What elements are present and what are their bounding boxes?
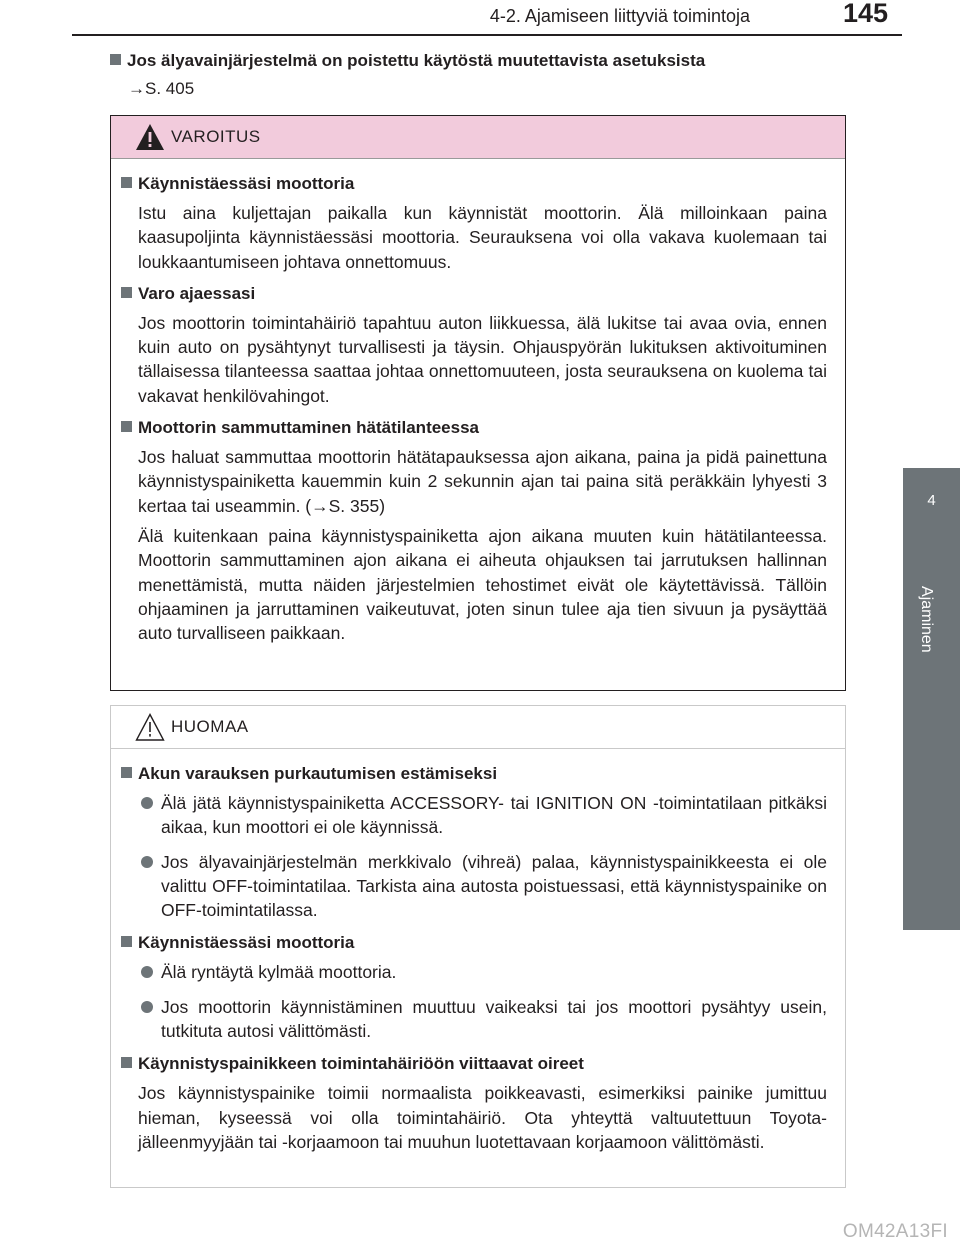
- warning-body: [111, 159, 845, 645]
- section-heading: Akun varauksen purkautumisen estämiseksi: [121, 763, 827, 785]
- round-bullet-icon: [141, 960, 161, 972]
- section-heading: Moottorin sammuttaminen hätätilanteessa: [121, 417, 827, 439]
- round-bullet-icon: [141, 850, 161, 862]
- footer-watermark: OM42A13FI: [842, 1221, 948, 1242]
- notice-section: [121, 932, 827, 1043]
- page-number: 145: [842, 0, 888, 28]
- notice-box: [110, 705, 846, 1188]
- chapter-side-tab: [903, 468, 960, 930]
- list-item: Älä jätä käynnistyspainiketta ACCESSORY- tai IGNITION ON -toimintatilaan pitkäksi aikaa, kun moottori ei ole käynnissä.: [141, 791, 827, 840]
- section-paragraph: Jos käynnistyspainike toimii normaalista poikkeavasti, esimerkiksi painike jumittuu hieman, kyseessä voi olla toimintahäiriö. Ota yhteyttä valtuutettuun Toyota-jälleenmyyjään tai -korjaamoon tai muuhun luotettavaan korjaamoon välittömästi.: [138, 1083, 827, 1152]
- notice-section: [121, 763, 827, 922]
- section-heading: Varo ajaessasi: [121, 283, 827, 305]
- section-paragraph: Älä kuitenkaan paina käynnistyspainiketta ajon aikana muuten kuin hätätilanteessa. Moottorin sammuttaminen ajon aikana ei aiheuta ohjauksen tai jarrutuksen hallinnan menettämistä, mutta näiden järjestelmien tehostimet eivät ole käytettävissä. Tällöin ohjaaminen ja jarruttaminen vaikeutuvat, joten sinun tulee aja tien sivuun ja pysäyttää auto turvalliseen paikkaan.: [138, 525, 827, 644]
- list-item: Jos moottorin käynnistäminen muuttuu vaikeaksi tai jos moottori pysähtyy usein, tutkituta autosi välittömästi.: [141, 995, 827, 1044]
- chapter-label: Ajaminen: [918, 586, 935, 653]
- section-paragraph: Jos moottorin toimintahäiriö tapahtuu auton liikkuessa, älä lukitse tai avaa ovia, ennen kuin auto on pysähtynyt turvallisesti ja täysin. Ohjauspyörän lukituksen aktivoituminen tällaisessa tilanteessa saattaa johtaa onnettomuuteen, josta seurauksena on kuolema tai vakavat henkilövahingot.: [138, 312, 827, 406]
- intro-section: [110, 50, 850, 102]
- notice-header: [111, 706, 845, 749]
- round-bullet-icon: [141, 995, 161, 1007]
- warning-section: [121, 417, 827, 645]
- header-divider: [72, 34, 902, 36]
- square-bullet-icon: [121, 177, 132, 188]
- square-bullet-icon: [121, 936, 132, 947]
- section-heading: Käynnistäessäsi moottoria: [121, 173, 827, 195]
- warning-title: VAROITUS: [171, 127, 261, 146]
- caution-triangle-outline-icon: [135, 713, 165, 741]
- warning-header: [111, 116, 845, 159]
- section-title: 4-2. Ajamiseen liittyviä toimintoja: [489, 6, 750, 26]
- square-bullet-icon: [121, 421, 132, 432]
- round-bullet-icon: [141, 791, 161, 803]
- notice-section: [121, 1053, 827, 1154]
- chapter-number: 4: [927, 492, 936, 509]
- square-bullet-icon: [121, 1057, 132, 1068]
- section-heading: Käynnistyspainikkeen toimintahäiriöön viittaavat oireet: [121, 1053, 827, 1075]
- square-bullet-icon: [121, 287, 132, 298]
- notice-body: [111, 749, 845, 1154]
- square-bullet-icon: [121, 767, 132, 778]
- warning-box: [110, 115, 846, 691]
- notice-title: HUOMAA: [171, 717, 249, 736]
- page-header: [0, 0, 960, 36]
- intro-page-reference: →S. 405: [128, 79, 195, 98]
- section-heading: Käynnistäessäsi moottoria: [121, 932, 827, 954]
- intro-heading: Jos älyavainjärjestelmä on poistettu käytöstä muutettavista asetuksista: [110, 50, 850, 72]
- warning-section: [121, 173, 827, 274]
- warning-section: [121, 283, 827, 408]
- warning-triangle-icon: [135, 123, 165, 151]
- list-item: Jos älyavainjärjestelmän merkkivalo (vihreä) palaa, käynnistyspainikkeesta ei ole valittu OFF-toimintatilaa. Tarkista aina autosta poistuessasi, että käynnistyspainike on OFF-toimintatilassa.: [141, 850, 827, 923]
- section-paragraph: Jos haluat sammuttaa moottorin hätätapauksessa ajon aikana, paina ja pidä painettuna käynnistyspainiketta kauemmin kuin 2 sekunnin ajan tai paina sitä peräkkäin lyhyesti 3 kertaa tai useammin. (→S. 355): [138, 447, 827, 516]
- section-paragraph: Istu aina kuljettajan paikalla kun käynnistät moottorin. Älä milloinkaan paina kaasupoljinta käynnistäessäsi moottoria. Seurauksena voi olla vakava kuolemaan tai loukkaantumiseen johtava onnettomuus.: [138, 203, 827, 272]
- list-item: Älä ryntäytä kylmää moottoria.: [141, 960, 827, 984]
- square-bullet-icon: [110, 54, 121, 65]
